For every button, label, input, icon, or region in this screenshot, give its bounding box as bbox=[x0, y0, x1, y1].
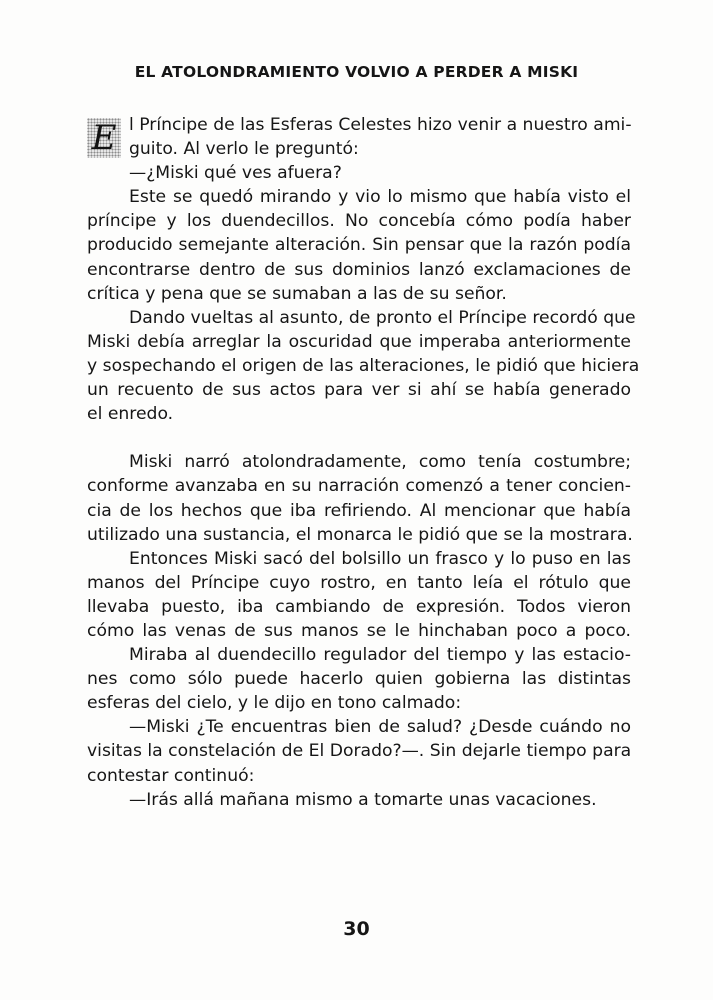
drop-cap-ornament: E bbox=[87, 118, 121, 158]
text-line: llevaba puesto, iba cambiando de expresión. Todos vieron bbox=[87, 596, 631, 617]
text-line: el enredo. bbox=[87, 404, 174, 425]
text-line: manos del Príncipe cuyo rostro, en tanto leía el rótulo que bbox=[87, 572, 631, 593]
text-line: conforme avanzaba en su narración comenzó a tener concien- bbox=[87, 476, 631, 497]
text-line: Dando vueltas al asunto, de pronto el Príncipe recordó que bbox=[129, 307, 636, 328]
paragraph-gap bbox=[87, 426, 631, 450]
text-line: —¿Miski qué ves afuera? bbox=[129, 163, 342, 184]
text-line: Entonces Miski sacó del bolsillo un frasco y lo puso en las bbox=[129, 548, 631, 569]
body-text bbox=[87, 113, 640, 812]
text-line: contestar continuó: bbox=[87, 765, 255, 786]
text-line: guito. Al verlo le preguntó: bbox=[129, 139, 359, 160]
text-line: utilizado una sustancia, el monarca le pidió que se la mostrara. bbox=[87, 524, 633, 545]
page-number: 30 bbox=[343, 918, 370, 940]
chapter-title: EL ATOLONDRAMIENTO VOLVIO A PERDER A MISKI bbox=[134, 63, 579, 81]
text-line: —Irás allá mañana mismo a tomarte unas vacaciones. bbox=[129, 789, 597, 810]
text-line: Miski narró atolondradamente, como tenía costumbre; bbox=[129, 452, 631, 473]
text-line: Miraba al duendecillo regulador del tiempo y las estacio- bbox=[129, 645, 631, 666]
text-line: cómo las venas de sus manos se le hinchaban poco a poco. bbox=[87, 620, 631, 641]
text-line: cia de los hechos que iba refiriendo. Al mencionar que había bbox=[87, 500, 631, 521]
text-line: un recuento de sus actos para ver si ahí se había generado bbox=[87, 380, 631, 401]
text-line: príncipe y los duendecillos. No concebía cómo podía haber bbox=[87, 211, 631, 232]
text-line: Miski debía arreglar la oscuridad que imperaba anteriormente bbox=[87, 331, 631, 352]
text-line: encontrarse dentro de sus dominios lanzó exclamaciones de bbox=[87, 259, 631, 280]
text-line: visitas la constelación de El Dorado?—. Sin dejarle tiempo para bbox=[87, 741, 632, 762]
text-line: —Miski ¿Te encuentras bien de salud? ¿Desde cuándo no bbox=[129, 717, 631, 738]
text-line: Este se quedó mirando y vio lo mismo que había visto el bbox=[129, 187, 631, 208]
text-line: y sospechando el origen de las alteraciones, le pidió que hiciera bbox=[87, 355, 640, 376]
text-line: crítica y pena que se sumaban a las de su señor. bbox=[87, 283, 507, 304]
text-line: nes como sólo puede hacerlo quien gobierna las distintas bbox=[87, 669, 631, 690]
text-line: l Príncipe de las Esferas Celestes hizo venir a nuestro ami- bbox=[129, 115, 632, 135]
text-line: esferas del cielo, y le dijo en tono calmado: bbox=[87, 693, 462, 714]
text-line: producido semejante alteración. Sin pensar que la razón podía bbox=[87, 235, 631, 256]
